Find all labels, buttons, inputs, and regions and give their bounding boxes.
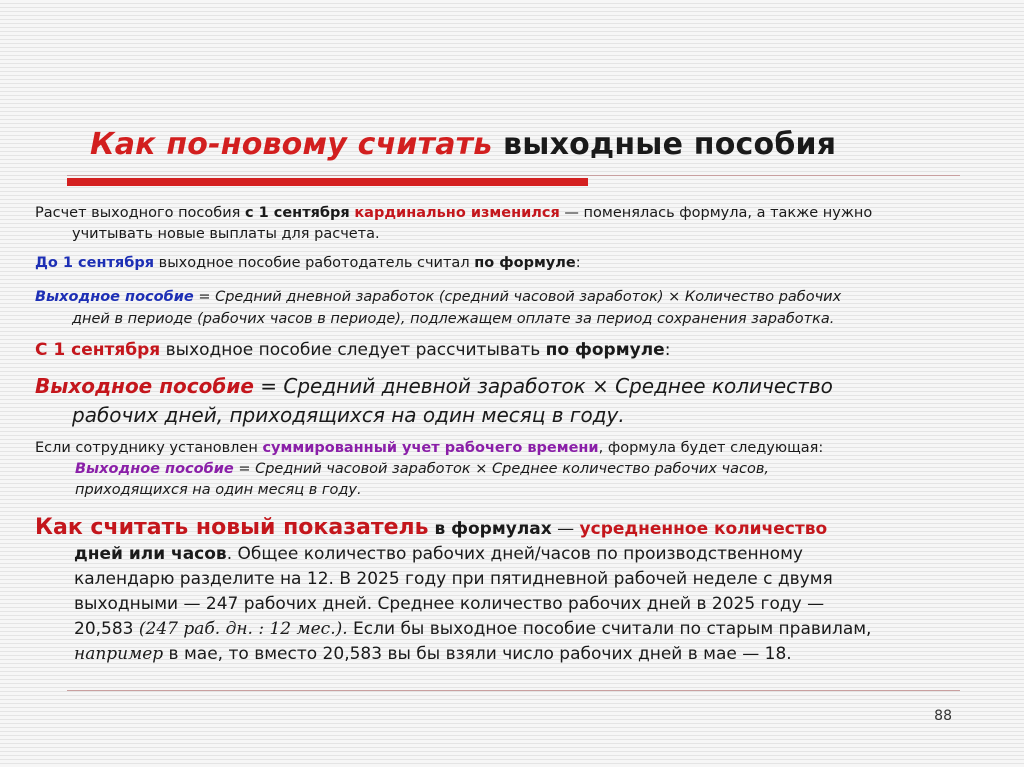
- highlight-blue: До 1 сентября: [35, 255, 155, 271]
- example-note: например: [74, 644, 164, 664]
- text: = Средний часовой заработок × Среднее количество рабочих часов,: [233, 461, 769, 477]
- text: , формула будет следующая:: [598, 440, 824, 456]
- title-highlight: Как по-новому считать: [90, 127, 493, 162]
- text: выходное пособие работодатель считал: [154, 255, 475, 271]
- text: в мае, то вместо 20,583 вы бы взяли число рабочих дней в мае — 18.: [163, 644, 792, 664]
- heading-red: Как считать новый показатель: [35, 515, 429, 540]
- paragraph-intro-line1: [35, 203, 980, 224]
- formula-new: [35, 372, 980, 430]
- formula-new-line1: [35, 372, 980, 401]
- paragraph-summarized: [35, 438, 980, 501]
- text: :: [664, 340, 671, 360]
- highlight-purple: суммированный учет рабочего времени: [262, 440, 599, 456]
- date-bold: с 1 сентября: [244, 205, 350, 221]
- formula-summarized-line2: приходящихся на один месяц в году.: [75, 482, 362, 498]
- text-bold: по формуле: [545, 340, 665, 360]
- text: 20,583: [74, 619, 139, 639]
- text: —: [551, 519, 580, 539]
- formula-summarized-line1: [35, 459, 980, 480]
- formula-old-line1: [35, 286, 980, 308]
- paragraph-intro: [35, 203, 980, 245]
- text: выходное пособие следует рассчитывать: [160, 340, 546, 360]
- text-bold: в формулах: [428, 519, 552, 539]
- text: Расчет выходного пособия: [35, 205, 245, 221]
- text-bold: дней или часов: [74, 544, 227, 564]
- text-bold: по формуле: [474, 255, 576, 271]
- paragraph-new-indicator-line3: календарю разделите на 12. В 2025 году при пятидневной рабочей неделе с двумя: [74, 569, 833, 589]
- highlight-red: усредненное количество: [579, 519, 828, 539]
- formula-old: [35, 286, 980, 330]
- calculation-note: (247 раб. дн. : 12 мес.).: [138, 619, 348, 639]
- paragraph-summarized-line1: [35, 438, 980, 459]
- formula-term-red: Выходное пособие: [35, 374, 254, 398]
- paragraph-new-indicator-line6: [35, 642, 980, 667]
- text: — поменялась формула, а также нужно: [559, 205, 873, 221]
- paragraph-new-indicator-line5: [35, 617, 980, 642]
- text: Если сотруднику установлен: [35, 440, 263, 456]
- paragraph-intro-line2: учитывать новые выплаты для расчета.: [72, 226, 380, 242]
- title-divider-red: [67, 178, 588, 186]
- title-divider-thin: [67, 175, 960, 176]
- formula-new-line2: рабочих дней, приходящихся на один месяц в году.: [72, 403, 625, 427]
- paragraph-before: [35, 253, 980, 274]
- formula-term-blue: Выходное пособие: [35, 289, 194, 305]
- paragraph-new-indicator: [35, 515, 980, 667]
- text: . Общее количество рабочих дней/часов по производственному: [226, 544, 803, 564]
- title-rest: выходные пособия: [492, 127, 837, 162]
- formula-old-line2: дней в периоде (рабочих часов в периоде), подлежащем оплате за период сохранения заработка.: [72, 311, 835, 327]
- text: = Средний дневной заработок (средний часовой заработок) × Количество рабочих: [193, 289, 842, 305]
- formula-term-purple: Выходное пособие: [75, 461, 234, 477]
- paragraph-after: [35, 338, 980, 362]
- paragraph-new-indicator-line4: выходными — 247 рабочих дней. Среднее количество рабочих дней в 2025 году —: [74, 594, 825, 614]
- page-number: 88: [934, 708, 952, 724]
- paragraph-new-indicator-line1: [35, 515, 980, 542]
- highlight-red: С 1 сентября: [35, 340, 161, 360]
- highlight-red: кардинально изменился: [354, 205, 560, 221]
- slide-title: [90, 127, 990, 162]
- footer-divider: [67, 690, 960, 691]
- text: = Средний дневной заработок × Среднее количество: [253, 374, 833, 398]
- text: Если бы выходное пособие считали по старым правилам,: [347, 619, 872, 639]
- text: :: [575, 255, 581, 271]
- paragraph-new-indicator-line2: [35, 542, 980, 567]
